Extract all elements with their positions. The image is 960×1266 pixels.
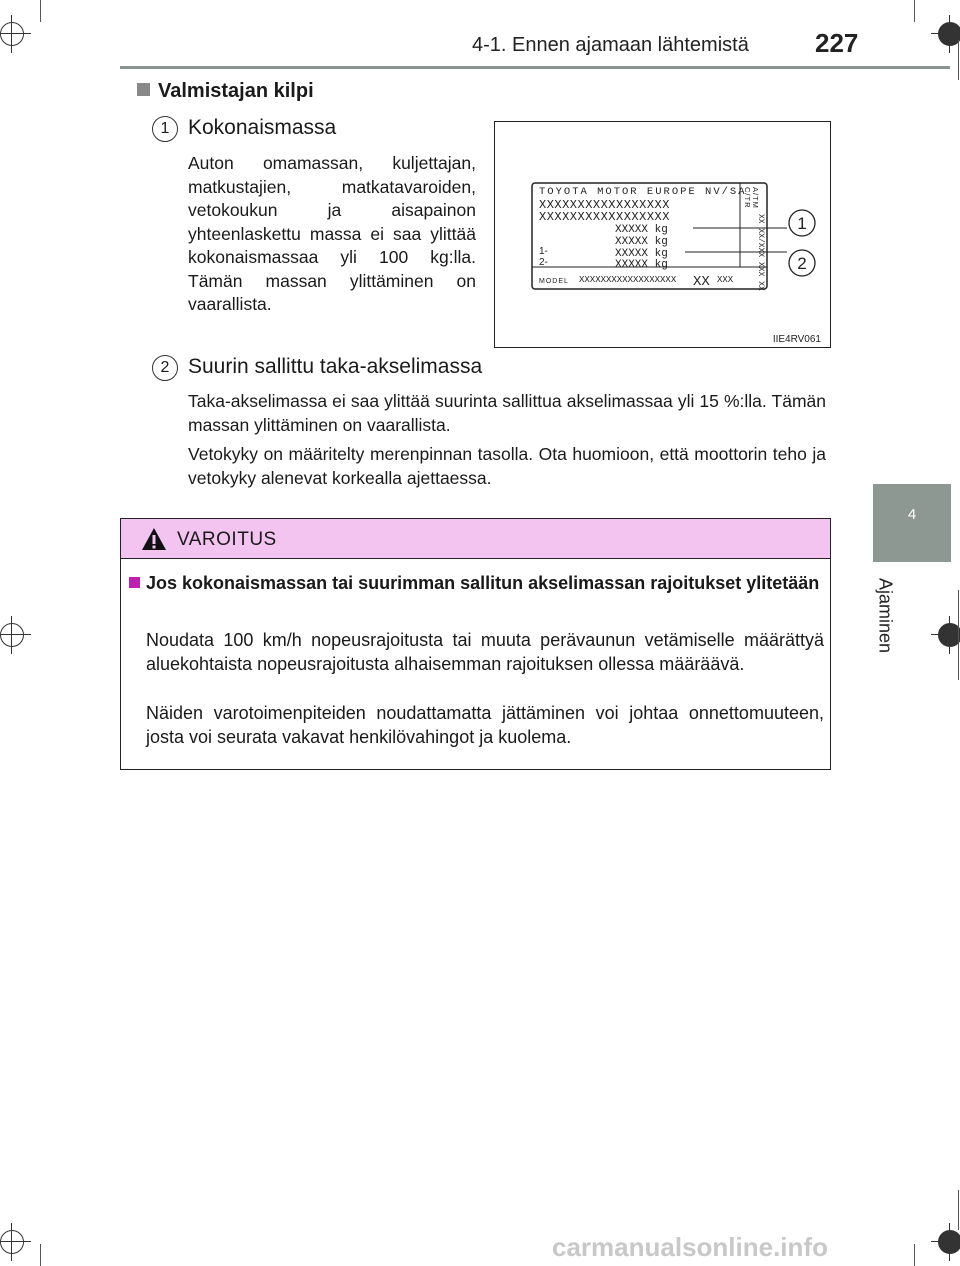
- warning-paragraph: Noudata 100 km/h nopeusrajoitusta tai muuta perävaunun vetämiselle määrättyä aluekohtaista nopeusrajoitusta alhaisemman rajoituksen ollessa määräävä.: [146, 630, 824, 674]
- plate-axle-label: 1-: [539, 246, 548, 257]
- warning-subheading-text: Jos kokonaismassan tai suurimman sallitun akselimassan rajoitukset ylitetään: [146, 573, 820, 593]
- crop-mark: [958, 40, 959, 80]
- plate-axle-label: 2-: [539, 257, 548, 268]
- plate-kg-line: XXXXX kg: [615, 236, 668, 248]
- manufacturer-plate-figure: [494, 121, 831, 348]
- plate-kg-line: XXXXX kg: [615, 259, 668, 271]
- item-number-badge: 1: [152, 116, 178, 142]
- crop-mark: [40, 1244, 41, 1266]
- plate-model-value: XXXXXXXXXXXXXXXXXX: [579, 275, 677, 285]
- warning-box: [120, 518, 831, 770]
- callout-1: 1: [797, 214, 807, 233]
- plate-side-label: C/TR: [743, 187, 752, 209]
- item-title: Kokonaismassa: [188, 116, 337, 139]
- chapter-side-label: [870, 570, 900, 660]
- plate-model-label: MODEL: [539, 278, 569, 285]
- item-number-badge: 2: [152, 355, 178, 381]
- crop-mark: [958, 590, 959, 680]
- plate-line: XXXXXXXXXXXXXXXXX: [539, 210, 670, 224]
- registration-mark-icon: [938, 22, 960, 46]
- warning-header: [121, 519, 830, 559]
- plate-header: TOYOTA MOTOR EUROPE NV/SA: [539, 186, 747, 198]
- plate-line: XXXXXXXXXXXXXXXXX: [539, 198, 670, 212]
- chapter-side-label-text: Ajaminen: [875, 577, 896, 654]
- chapter-title: 4-1. Ennen ajamaan lähtemistä: [472, 34, 749, 56]
- item-title: Suurin sallittu taka-akselimassa: [188, 355, 483, 378]
- header-rule: [120, 66, 950, 69]
- plate-side-values: XX XX/XXX XXX XX: [756, 214, 765, 291]
- registration-mark-icon: [938, 623, 960, 647]
- section-heading: [137, 80, 314, 103]
- plate-model-xxx: XXX: [717, 275, 734, 285]
- watermark: carmanualsonline.info: [552, 1232, 828, 1262]
- callout-2: 2: [797, 254, 807, 273]
- plate-kg-line: XXXXX kg: [615, 224, 668, 236]
- crop-mark: [914, 1244, 915, 1266]
- page-number: 227: [815, 28, 859, 58]
- chapter-tab: [873, 484, 951, 562]
- warning-paragraph: Näiden varotoimenpiteiden noudattamatta jättäminen voi johtaa onnettomuuteen, josta voi seurata vakavat henkilövahingot ja kuolema.: [146, 703, 824, 747]
- section-heading-text: Valmistajan kilpi: [158, 80, 314, 102]
- item-description: Taka-akselimassa ei saa ylittää suurinta sallittua akselimassaa yli 15 %:lla. Tämän massan ylittäminen on vaarallista.: [188, 391, 826, 435]
- figure-code: IIE4RV061: [772, 334, 821, 345]
- bullet-square-icon: [137, 83, 150, 96]
- bullet-square-icon: [129, 577, 140, 588]
- registration-mark-icon: [0, 1230, 24, 1254]
- plate-side-label: A/TM: [751, 187, 760, 209]
- item-description: Vetokyky on määritelty merenpinnan tasolla. Ota huomioon, että moottorin teho ja vetokyky alenevat korkealla ajettaessa.: [188, 444, 826, 488]
- crop-mark: [958, 1190, 959, 1230]
- crop-mark: [40, 0, 41, 22]
- warning-triangle-icon: [141, 527, 167, 551]
- registration-mark-icon: [0, 22, 24, 46]
- crop-mark: [914, 0, 915, 22]
- registration-mark-icon: [0, 623, 24, 647]
- item-description: Auton omamassan, kuljettajan, matkustajien, matkatavaroiden, vetokoukun ja aisapainon yhteenlaskettu massa ei saa ylittää kokonaismassaa yli 100 kg:lla. Tämän massan ylittäminen on vaarallista.: [188, 153, 476, 314]
- warning-subheading: [129, 571, 824, 595]
- plate-model-xx: XX: [693, 274, 710, 290]
- manufacturer-plate-illustration: [495, 122, 832, 349]
- plate-kg-line: XXXXX kg: [615, 248, 668, 260]
- chapter-tab-number: 4: [907, 506, 917, 523]
- warning-title: VAROITUS: [177, 529, 277, 550]
- registration-mark-icon: [938, 1230, 960, 1254]
